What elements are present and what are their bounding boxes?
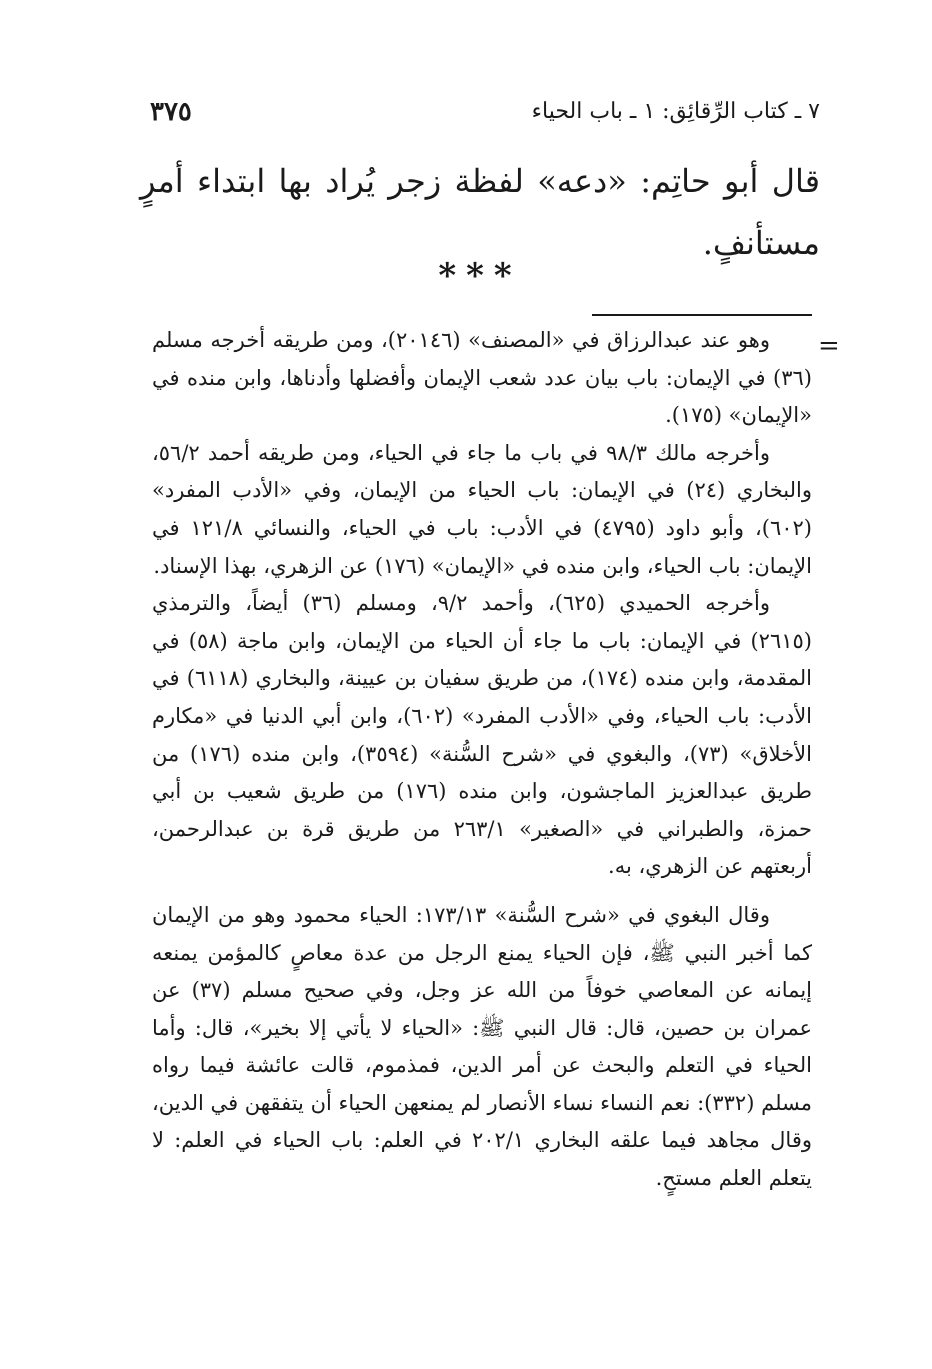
running-title: ٧ ـ كتاب الرِّقائِق: ١ ـ باب الحياء: [531, 99, 820, 124]
main-text: قال أبو حاتِم: «دعه» لفظة زجر يُراد بها ابتداء أمرٍ مستأنفٍ.: [140, 162, 821, 262]
page-number: ٣٧٥: [150, 97, 192, 127]
footnote-continuation-mark: =: [818, 331, 840, 361]
footnote-paragraph: وقال البغوي في «شرح السُّنة» ١٧٣/١٣: الحياء محمود وهو من الإيمان كما أخبر النبي ﷺ، فإن الحياء يمنع الرجل من عدة معاصٍ كالمؤمن يمنعه إيمانه عن المعاصي خوفاً من الله عز وجل، وفي صحيح مسلم (٣٧) عن عمران بن حصين، قال: قال النبي ﷺ: «الحياء لا يأتي إلا بخير»، قال: وأما الحياء في التعلم والبحث عن أمر الدين، فمذموم، قالت عائشة فيما رواه مسلم (٣٣٢): نعم النساء نساء الأنصار لم يمنعهن الحياء أن يتفقهن في الدين، وقال مجاهد فيما علقه البخاري ٢٠٢/١ في العلم: باب الحياء في العلم: لا يتعلم العلم مستحٍ.: [152, 902, 813, 1191]
footnote-divider: [592, 314, 812, 316]
footnote-paragraph: وأخرجه مالك ٩٨/٣ في باب ما جاء في الحياء، ومن طريقه أحمد ٥٦/٢، والبخاري (٢٤) في الإيمان: باب الحياء من الإيمان، وفي «الأدب المفرد» (٦٠٢)، وأبو داود (٤٧٩٥) في الأدب: باب في الحياء، والنسائي ١٢١/٨ في الإيمان: باب الحياء، وابن منده في «الإيمان» (١٧٦) عن الزهري، بهذا الإسناد.: [152, 440, 812, 578]
footnote-paragraph: وأخرجه الحميدي (٦٢٥)، وأحمد ٩/٢، ومسلم (٣٦) أيضاً، والترمذي (٢٦١٥) في الإيمان: باب ما جاء أن الحياء من الإيمان، وابن ماجة (٥٨) في المقدمة، وابن منده (١٧٤)، من طريق سفيان بن عيينة، والبخاري (٦١١٨) في الأدب: باب الحياء، وفي «الأدب المفرد» (٦٠٢)، وابن أبي الدنيا في «مكارم الأخلاق» (٧٣)، والبغوي في «شرح السُّنة» (٣٥٩٤)، وابن منده (١٧٦) من طريق عبدالعزيز الماجشون، وابن منده (١٧٦) من طريق شعيب بن أبي حمزة، والطبراني في «الصغير» ٢٦٣/١ من طريق قرة بن عبدالرحمن، أربعتهم عن الزهري، به.: [152, 591, 813, 879]
page-header: [150, 92, 820, 132]
footnote-paragraph: وهو عند عبدالرزاق في «المصنف» (٢٠١٤٦)، ومن طريقه أخرجه مسلم (٣٦) في الإيمان: باب بيان عدد شعب الإيمان وأفضلها وأدناها، وابن منده في «الإيمان» (١٧٥).: [152, 328, 812, 428]
section-separator: ***: [438, 256, 522, 296]
footnotes: [152, 322, 812, 1198]
